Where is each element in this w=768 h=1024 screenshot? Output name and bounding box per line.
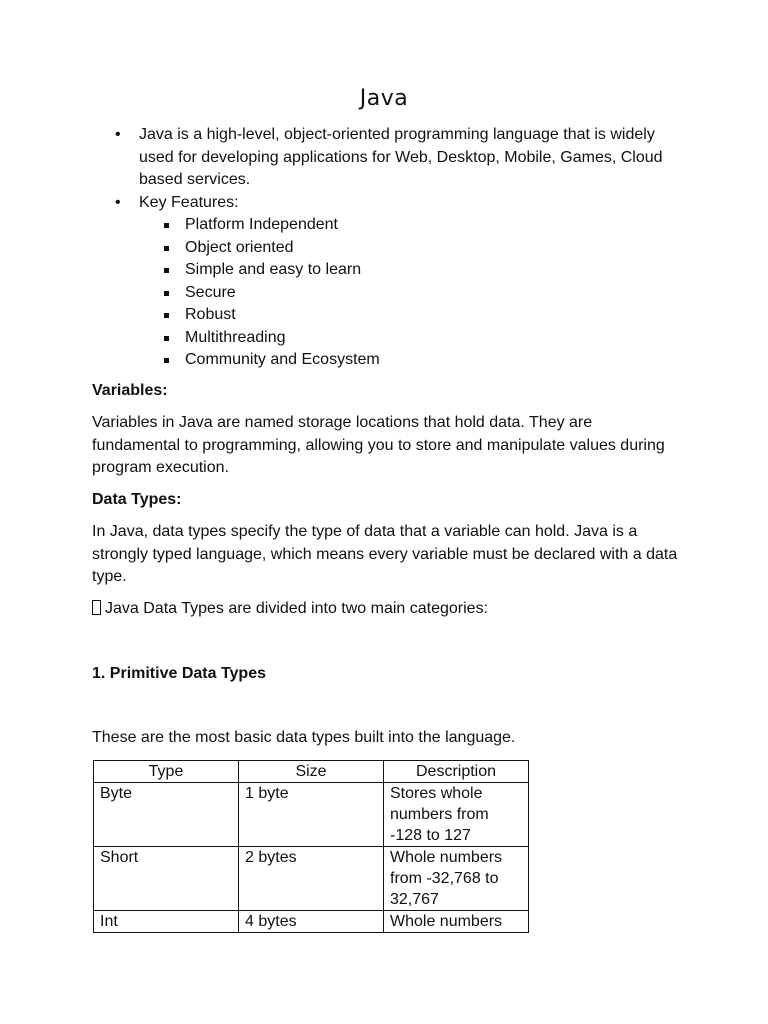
table-header-cell: Description bbox=[384, 761, 529, 783]
intro-bullet-list bbox=[92, 124, 682, 372]
data-types-heading: Data Types: bbox=[92, 491, 182, 508]
table-cell: Short bbox=[94, 847, 239, 911]
table-cell: Whole numbers bbox=[384, 911, 529, 933]
list-item: • Java is a high-level, object-oriented programming language that is widely used for developing applications for Web, Desktop, Mobile, Games, Cloud based services. bbox=[92, 124, 682, 192]
table-cell: Int bbox=[94, 911, 239, 933]
table-cell: Stores whole numbers from -128 to 127 bbox=[384, 783, 529, 847]
data-types-table bbox=[93, 760, 529, 933]
list-item: Multithreading bbox=[139, 327, 682, 350]
data-types-paragraph: In Java, data types specify the type of data that a variable can hold. Java is a strongly typed language, which means every variable must be declared with a data type. bbox=[92, 523, 678, 585]
table-row bbox=[94, 911, 529, 933]
key-features-label: Key Features: bbox=[139, 193, 239, 211]
list-item: Community and Ecosystem bbox=[139, 349, 682, 372]
table-cell: 1 byte bbox=[239, 783, 384, 847]
table-header-cell: Type bbox=[94, 761, 239, 783]
list-item: Object oriented bbox=[139, 237, 682, 260]
primitive-heading: 1. Primitive Data Types bbox=[92, 665, 266, 682]
primitive-paragraph: These are the most basic data types built into the language. bbox=[92, 729, 516, 746]
page-title: Java bbox=[359, 86, 409, 111]
key-features-list bbox=[139, 214, 682, 372]
list-item bbox=[92, 192, 682, 372]
table-row bbox=[94, 783, 529, 847]
table-header-row bbox=[94, 761, 529, 783]
table-cell: 4 bytes bbox=[239, 911, 384, 933]
variables-heading: Variables: bbox=[92, 382, 168, 399]
list-item: Simple and easy to learn bbox=[139, 259, 682, 282]
table-cell: Whole numbers from -32,768 to 32,767 bbox=[384, 847, 529, 911]
list-item: Platform Independent bbox=[139, 214, 682, 237]
categories-text: Java Data Types are divided into two main categories: bbox=[105, 600, 489, 617]
missing-glyph-icon bbox=[92, 600, 101, 615]
list-item: Robust bbox=[139, 304, 682, 327]
table-row bbox=[94, 847, 529, 911]
table-cell: 2 bytes bbox=[239, 847, 384, 911]
table-cell: Byte bbox=[94, 783, 239, 847]
variables-paragraph: Variables in Java are named storage locations that hold data. They are fundamental to programming, allowing you to store and manipulate values during program execution. bbox=[92, 414, 665, 476]
categories-line bbox=[92, 598, 682, 621]
list-item: Secure bbox=[139, 282, 682, 305]
table-header-cell: Size bbox=[239, 761, 384, 783]
